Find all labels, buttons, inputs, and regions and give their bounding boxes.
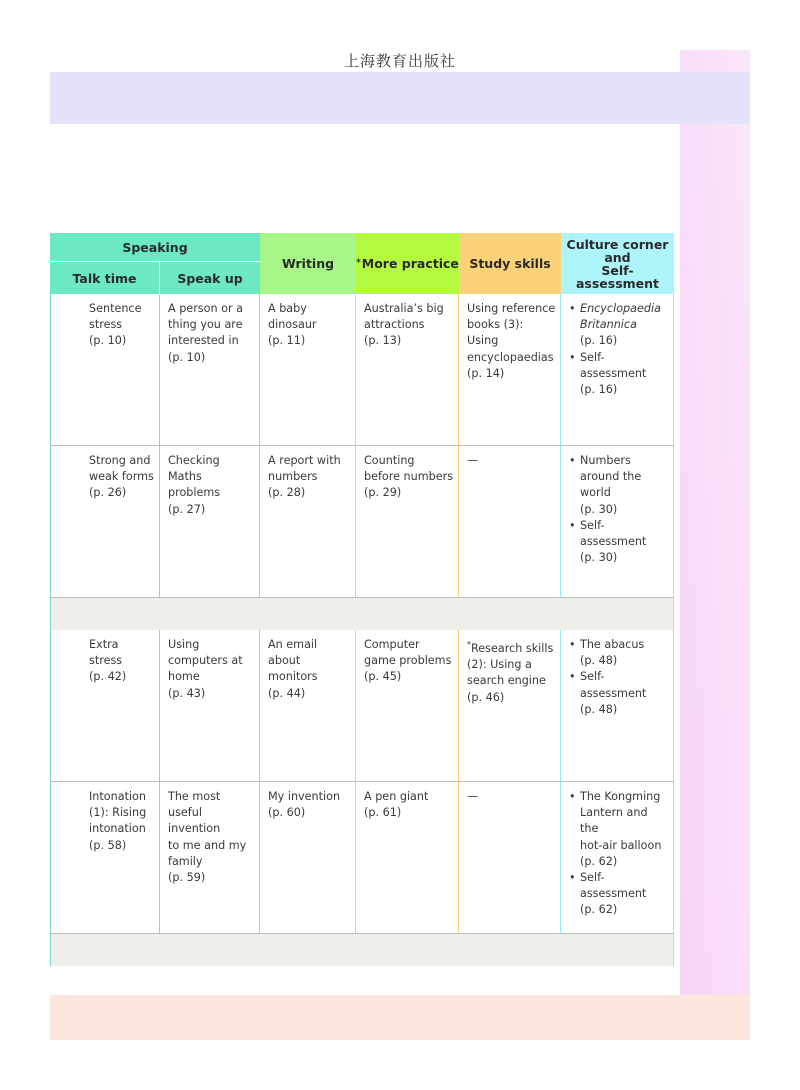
cell-line: family [168,854,203,868]
unit-divider-band [50,598,674,630]
cell-line: Self-assessment [580,518,647,549]
cell-line: The most [168,790,221,803]
cell-line: — [467,454,479,467]
header-culture-line: Culture corner [566,236,669,252]
cell-culture [561,630,674,782]
cell-speak-up [160,630,260,782]
cell-line: hot-air balloon [580,838,662,852]
bottom-decorative-band [50,995,750,1040]
cell-more-practice [356,782,459,934]
cell-line: A person or a [168,302,243,315]
cell-line: monitors [268,670,318,684]
cell-study-skills [459,630,561,782]
cell-line: Strong and [89,454,151,467]
cell-writing [260,782,356,934]
optional-mark: * [467,640,471,649]
cell-line: Britannica [580,318,637,332]
right-band-shading [680,50,750,1040]
cell-line: (p. 14) [467,366,505,380]
cell-line: before numbers [364,470,454,484]
cell-line: (p. 61) [364,806,402,820]
cell-writing [260,630,356,782]
cell-line: Intonation [89,790,146,803]
cell-culture [561,446,674,598]
cell-line: home [168,670,200,684]
cell-line: search engine [467,674,546,688]
cell-line: The Kongming [580,790,661,803]
cell-line: (p. 30) [580,551,618,565]
cell-line: An email [268,638,318,651]
bullet-icon: • [569,638,576,651]
cell-line: (p. 45) [364,670,402,684]
cell-talk-time [50,630,160,782]
cell-line: (p. 16) [580,383,618,397]
cell-line: (p. 16) [580,334,618,348]
cell-line: Computer [364,638,420,651]
cell-culture [561,782,674,934]
cell-study-skills [459,782,561,934]
cell-line: (2): Using a [467,658,532,672]
bullet-icon: • [569,454,576,467]
contents-table [50,233,674,966]
cell-line: Using reference [467,302,556,315]
header-more-practice-label: More practice [361,256,459,271]
cell-line: (p. 10) [168,350,206,364]
cell-line: (p. 13) [364,334,402,348]
cell-line: (p. 10) [89,334,127,348]
cell-line: stress [89,654,123,668]
cell-line: Lantern and the [580,806,648,836]
cell-speak-up [160,294,260,446]
bullet-icon: • [569,790,576,803]
culture-item [569,350,669,399]
cell-line: useful invention [168,806,221,836]
culture-item [569,453,669,518]
cell-more-practice [356,294,459,446]
cell-line: Maths [168,470,202,484]
culture-item [569,637,669,669]
cell-line: numbers [268,470,318,484]
cell-line: — [467,790,479,803]
bullet-icon: • [569,302,576,315]
cell-line: Extra [89,638,119,651]
cell-line: attractions [364,318,425,332]
cell-line: (p. 27) [168,502,206,516]
cell-line: thing you are [168,318,243,332]
publisher-name: 上海教育出版社 [343,52,456,70]
header-speaking: Speaking [50,233,260,262]
unit-divider-band [50,934,674,966]
cell-study-skills [459,446,561,598]
cell-writing [260,294,356,446]
cell-line: (p. 44) [268,686,306,700]
cell-line: Checking [168,454,220,467]
cell-line: Numbers [580,454,631,467]
header-culture-line: and [604,249,631,265]
cell-line: Counting [364,454,415,467]
cell-line: around the [580,470,642,484]
cell-line: to me and my [168,838,247,852]
cell-line: Australia’s big [364,302,444,315]
cell-speak-up [160,446,260,598]
cell-line: problems [168,486,221,500]
cell-line: Encyclopaedia [580,302,661,315]
cell-talk-time [50,446,160,598]
cell-talk-time [50,294,160,446]
cell-talk-time [50,782,160,934]
culture-item [569,518,669,567]
culture-item [569,789,669,870]
optional-mark: * [356,258,361,268]
header-study-skills: Study skills [459,233,561,294]
cell-culture [561,294,674,446]
cell-line: (1): Rising [89,806,147,820]
cell-line: world [580,486,611,500]
cell-speak-up [160,782,260,934]
header-writing: Writing [260,233,356,294]
cell-line: (p. 48) [580,654,618,668]
cell-line: (p. 26) [89,486,127,500]
cell-more-practice [356,630,459,782]
bullet-icon: • [569,871,576,885]
top-decorative-band [50,72,750,124]
header-culture-corner [561,233,674,294]
cell-line: (p. 28) [268,486,306,500]
culture-item [569,870,669,919]
cell-line: game problems [364,654,452,668]
cell-line: interested in [168,334,239,348]
cell-line: (p. 62) [580,903,618,917]
cell-line: (p. 11) [268,334,306,348]
cell-line: A baby [268,302,307,315]
cell-line: The abacus [580,638,645,651]
cell-line: Self-assessment [580,670,647,700]
cell-line: encyclopaedias [467,350,554,364]
cell-study-skills [459,294,561,446]
cell-line: A report with [268,454,341,467]
header-talk-time: Talk time [50,262,160,294]
cell-line: Self-assessment [580,350,647,380]
cell-line: (p. 30) [580,502,618,516]
cell-line: (p. 29) [364,486,402,500]
cell-line: A pen giant [364,790,429,803]
cell-more-practice [356,446,459,598]
cell-writing [260,446,356,598]
cell-line: (p. 42) [89,670,127,684]
cell-line: weak forms [89,470,154,484]
cell-line: My invention [268,790,341,803]
cell-line: intonation [89,822,146,836]
cell-line: stress [89,318,123,332]
cell-line [467,637,556,657]
header-culture-line: Self-assessment [575,262,660,291]
cell-line: books (3): Using [467,318,524,348]
cell-line: about [268,654,301,668]
cell-line: (p. 62) [580,854,618,868]
cell-line: Self-assessment [580,871,647,901]
cell-line: (p. 48) [580,702,618,716]
cell-line: Sentence [89,302,142,315]
cell-line: Using [168,638,200,651]
bullet-icon: • [569,350,576,364]
bullet-icon: • [569,518,576,532]
cell-line: (p. 58) [89,838,127,852]
cell-line: (p. 43) [168,686,206,700]
header-speak-up: Speak up [160,262,260,294]
cell-line-text: Research skills [471,642,554,655]
cell-line: (p. 60) [268,806,306,820]
cell-line: (p. 46) [467,690,505,704]
header-more-practice [356,233,459,294]
cell-line: computers at [168,654,243,668]
cell-line: dinosaur [268,318,317,332]
cell-line: (p. 59) [168,871,206,885]
culture-item [569,301,669,350]
bullet-icon: • [569,670,576,684]
culture-item [569,669,669,718]
